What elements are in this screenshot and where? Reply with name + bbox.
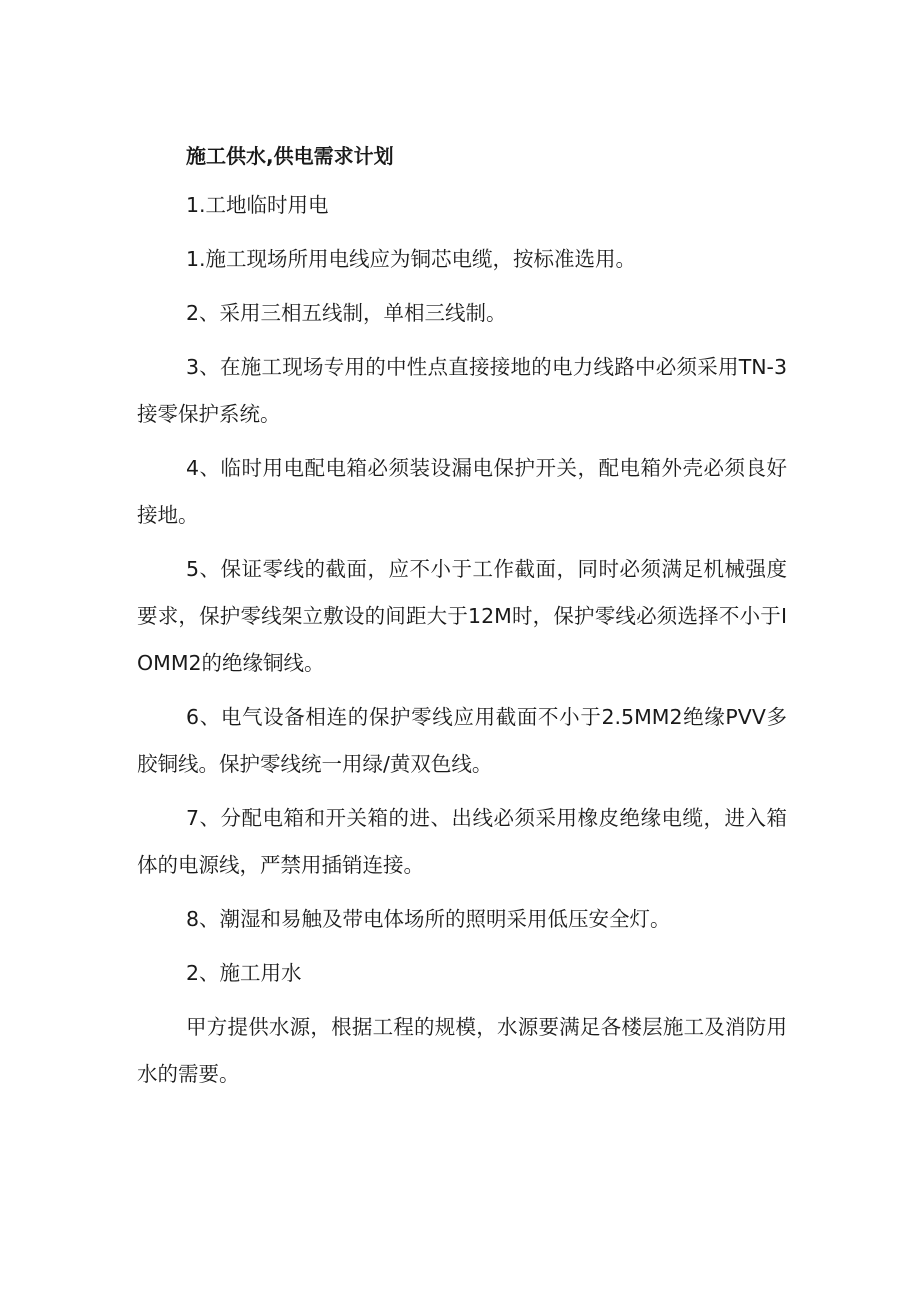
paragraph-item-7: 7、分配电箱和开关箱的进、出线必须采用橡皮绝缘电缆，进入箱体的电源线，严禁用插销连接。: [137, 806, 787, 877]
document-title: 施工供水,供电需求计划: [186, 144, 394, 168]
paragraph-item-8: 8、潮湿和易触及带电体场所的照明采用低压安全灯。: [186, 907, 671, 931]
section-heading-water: 2、施工用水: [186, 961, 302, 985]
paragraph-item-5: 5、保证零线的截面，应不小于工作截面，同时必须满足机械强度要求，保护零线架立敷设的间距大于12M时，保护零线必须选择不小于IOMM2的绝缘铜线。: [137, 557, 787, 675]
paragraph-item-1: 1.施工现场所用电线应为铜芯电缆，按标准选用。: [186, 247, 637, 271]
paragraph-item-6: 6、电气设备相连的保护零线应用截面不小于2.5MM2绝缘PVV多胶铜线。保护零线统一用绿/黄双色线。: [137, 705, 787, 776]
section-heading-electricity: 1.工地临时用电: [186, 193, 329, 217]
document-body: [137, 136, 787, 1098]
paragraph-item-2: 2、采用三相五线制，单相三线制。: [186, 301, 507, 325]
paragraph-item-3: 3、在施工现场专用的中性点直接接地的电力线路中必须采用TN-3接零保护系统。: [137, 355, 787, 426]
paragraph-water-supply: 甲方提供水源，根据工程的规模，水源要满足各楼层施工及消防用水的需要。: [137, 1015, 787, 1086]
paragraph-item-4: 4、临时用电配电箱必须装设漏电保护开关，配电箱外壳必须良好接地。: [137, 456, 787, 527]
